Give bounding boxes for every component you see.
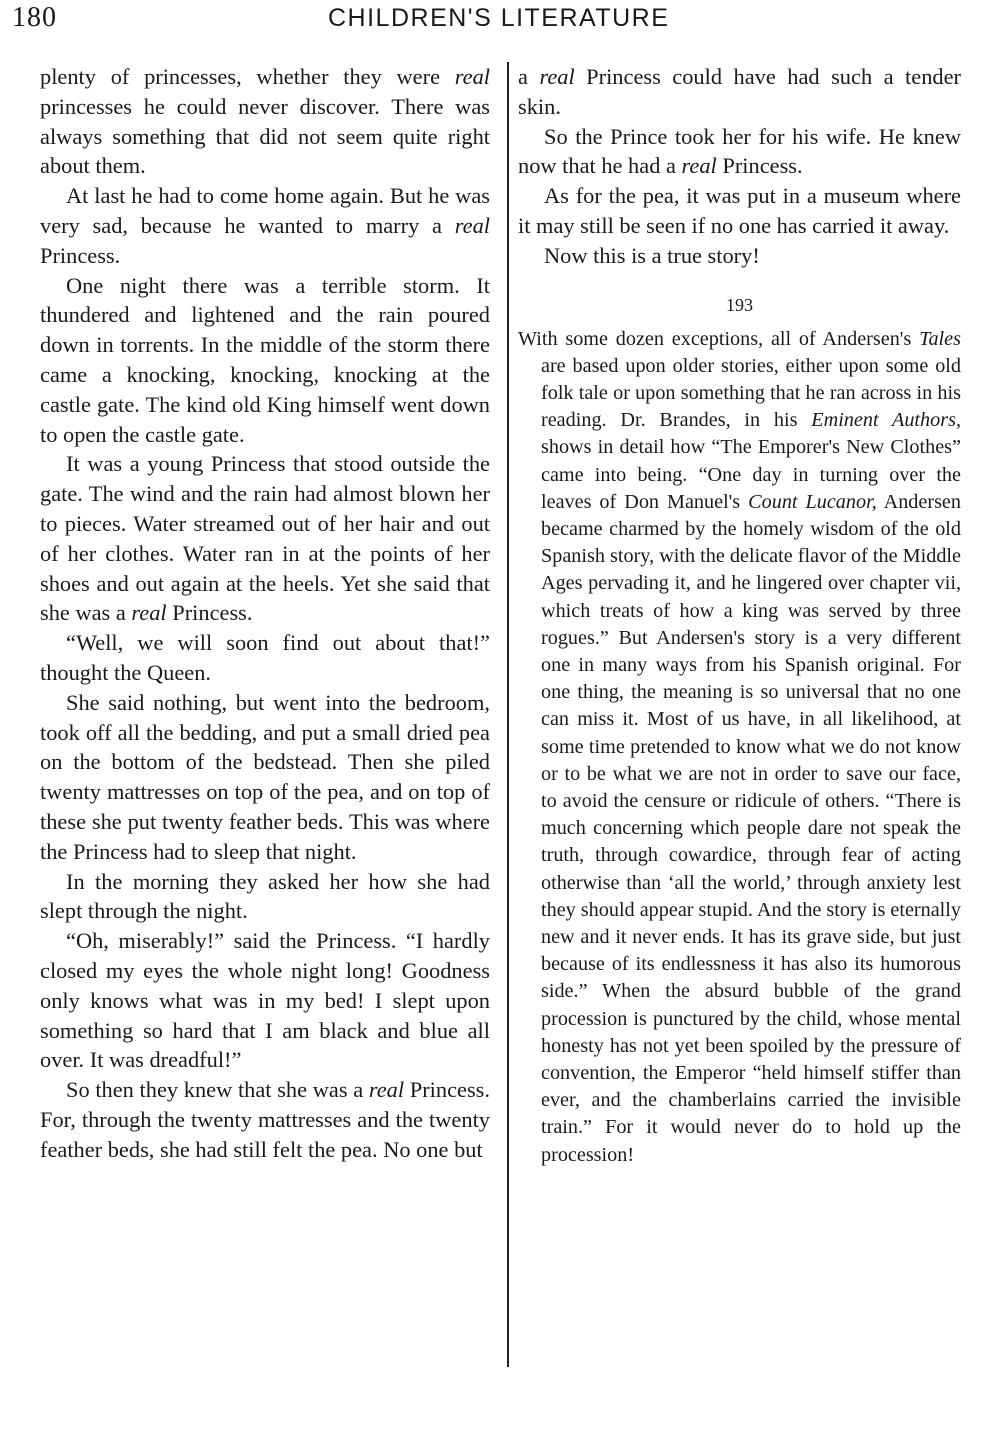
running-head: CHILDREN'S LITERATURE [328, 4, 670, 32]
story-paragraph: plenty of princesses, whether they were real princesses he could never discover. There was always something that did not seem quite right about them. [40, 64, 490, 179]
page-header [0, 0, 1000, 40]
story-paragraph: “Well, we will soon find out about that!” thought the Queen. [40, 630, 490, 685]
right-column [518, 62, 961, 1169]
story-paragraph: “Oh, miserably!” said the Princess. “I hardly closed my eyes the whole night long! Goodness only knows what was in my bed! I slept upon something so hard that I am black and blue all over. It was dreadful!” [40, 928, 490, 1073]
story-paragraph: a real Princess could have had such a tender skin. [518, 64, 961, 119]
story-paragraph: At last he had to come home again. But he was very sad, because he wanted to marry a real Princess. [40, 183, 490, 268]
story-paragraph: So then they knew that she was a real Princess. For, through the twenty mattresses and the twenty feather beds, she had still felt the pea. No one but [40, 1077, 490, 1162]
story-paragraph: In the morning they asked her how she had slept through the night. [40, 868, 490, 924]
story-paragraph: One night there was a terrible storm. It thundered and lightened and the rain poured down in torrents. In the middle of the storm there came a knocking, knocking, knocking at the castle gate. The kind old King himself went down to open the castle gate. [40, 272, 490, 447]
column-rule [507, 62, 509, 1367]
story-paragraph: It was a young Princess that stood outside the gate. The wind and the rain had almost blown her to pieces. Water streamed out of her hair and out of her clothes. Water ran in at the points of her shoes and out again at the heels. Yet she said that she was a real Princess. [40, 451, 490, 626]
left-column [40, 62, 490, 1164]
page-number: 180 [12, 2, 57, 33]
story-paragraph: She said nothing, but went into the bedroom, took off all the bedding, and put a small dried pea on the bottom of the bedstead. Then she piled twenty mattresses on top of the pea, and on top of these she put twenty feather beds. This was where the Princess had to sleep that night. [40, 689, 490, 864]
story-paragraph: As for the pea, it was put in a museum where it may still be seen if no one has carried it away. [518, 183, 961, 238]
story-continuation [518, 62, 961, 271]
commentary-note: With some dozen exceptions, all of Andersen's Tales are based upon older stories, either upon some old folk tale or upon something that he ran across in his reading. Dr. Brandes, in his Eminent Authors, shows in detail how “The Emporer's New Clothes” came into being. “One day in turning over the leaves of Don Manuel's Count Lucanor, Andersen became charmed by the homely wisdom of the old Spanish story, with the delicate flavor of the Middle Ages pervading it, and he lingered over chapter vii, which treats of how a king was served by three rogues.” But Andersen's story is a very different one in many ways from his Spanish original. For one thing, the meaning is so universal that no one can miss it. Most of us have, in all likelihood, at some time pretended to know what we do not know or to be what we are not in order to save our face, to avoid the censure or ridicule of others. “There is much concerning which people dare not speak the truth, through cowardice, through fear of acting otherwise than ‘all the world,’ through anxiety lest they should appear stupid. And the story is eternally new and it never ends. It has its grave side, but just because of its endlessness it has also its humorous side.” When the absurd bubble of the grand procession is punctured by the child, whose mental honesty has not yet been spoiled by the pressure of convention, the Emperor “held himself stiffer than ever, and the chamberlains carried the invisible train.” For it would never do to hold up the procession! [518, 327, 961, 1166]
note-number: 193 [726, 294, 753, 315]
story-paragraph: So the Prince took her for his wife. He knew now that he had a real Princess. [518, 123, 961, 179]
story-paragraph: Now this is a true story! [544, 242, 760, 268]
